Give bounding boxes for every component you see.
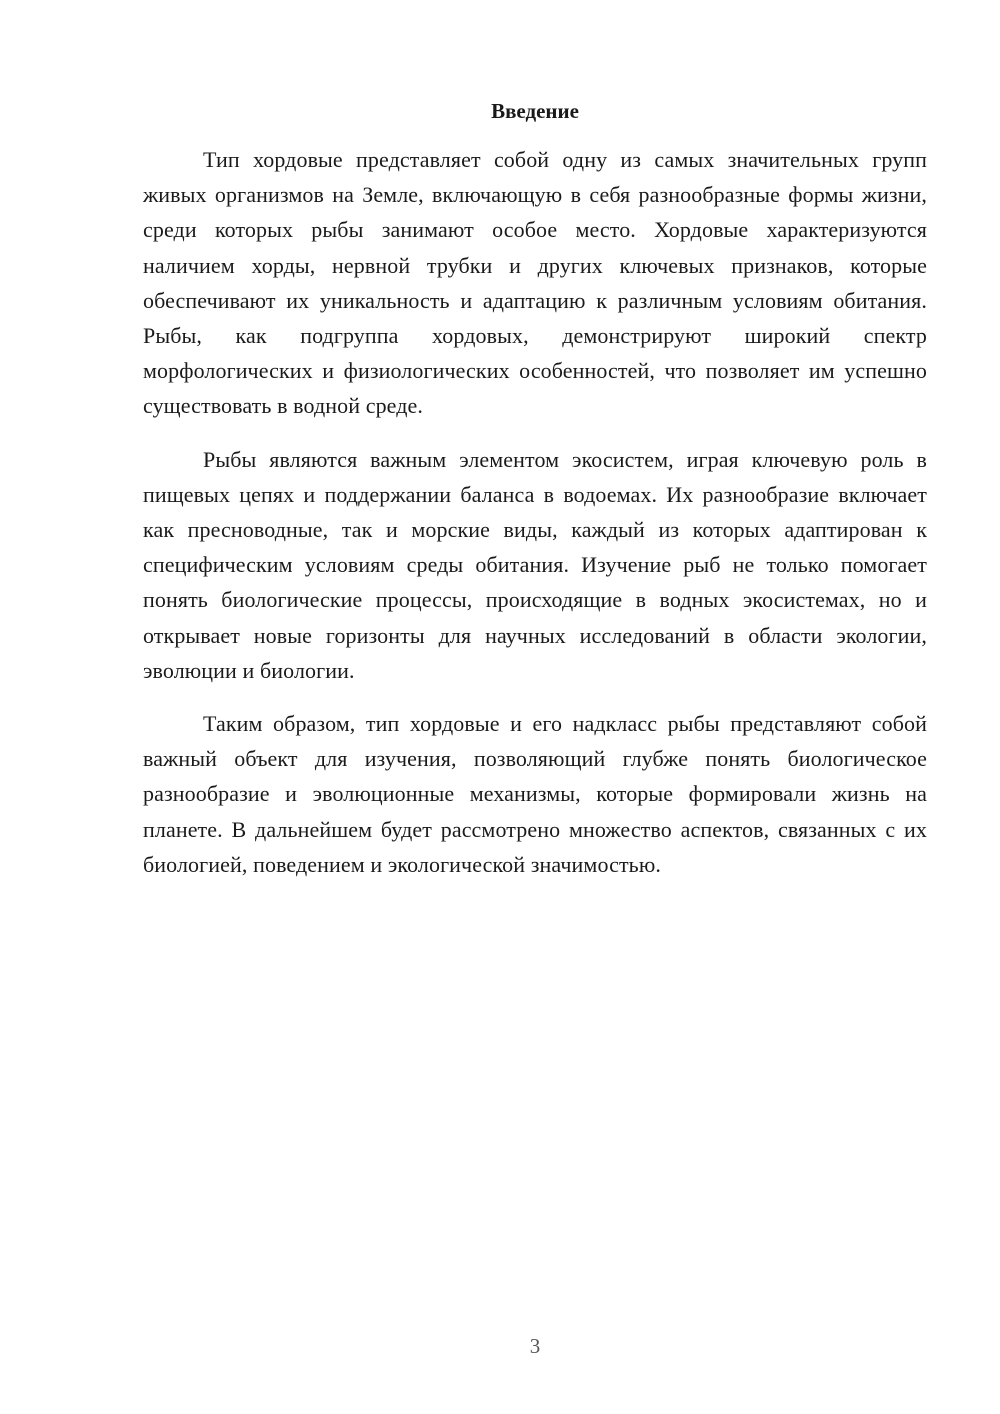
paragraph-2: Рыбы являются важным элементом экосистем, играя ключевую роль в пищевых цепях и поддержании баланса в водоемах. Их разнообразие включает как пресноводные, так и морские виды, каждый из которых адаптирован к специфическим условиям среды обитания. Изучение рыб не только помогает понять биологические процессы, происходящие в водных экосистемах, но и открывает новые горизонты для научных исследований в области экологии, эволюции и биологии. <box>143 446 927 683</box>
body-text <box>143 142 927 900</box>
paragraph-1: Тип хордовые представляет собой одну из самых значительных групп живых организмов на Земле, включающую в себя разнообразные формы жизни, среди которых рыбы занимают особое место. Хордовые характеризуются наличием хорды, нервной трубки и других ключевых признаков, которые обеспечивают их уникальность и адаптацию к различным условиям обитания. Рыбы, как подгруппа хордовых, демонстрируют широкий спектр морфологических и физиологических особенностей, что позволяет им успешно существовать в водной среде. <box>143 147 927 419</box>
page-number: 3 <box>529 1334 541 1358</box>
section-title: Введение <box>491 99 579 123</box>
paragraph-3: Таким образом, тип хордовые и его надкласс рыбы представляют собой важный объект для изучения, позволяющий глубже понять биологическое разнообразие и эволюционные механизмы, которые формировали жизнь на планете. В дальнейшем будет рассмотрено множество аспектов, связанных с их биологией, поведением и экологической значимостью. <box>143 711 927 877</box>
